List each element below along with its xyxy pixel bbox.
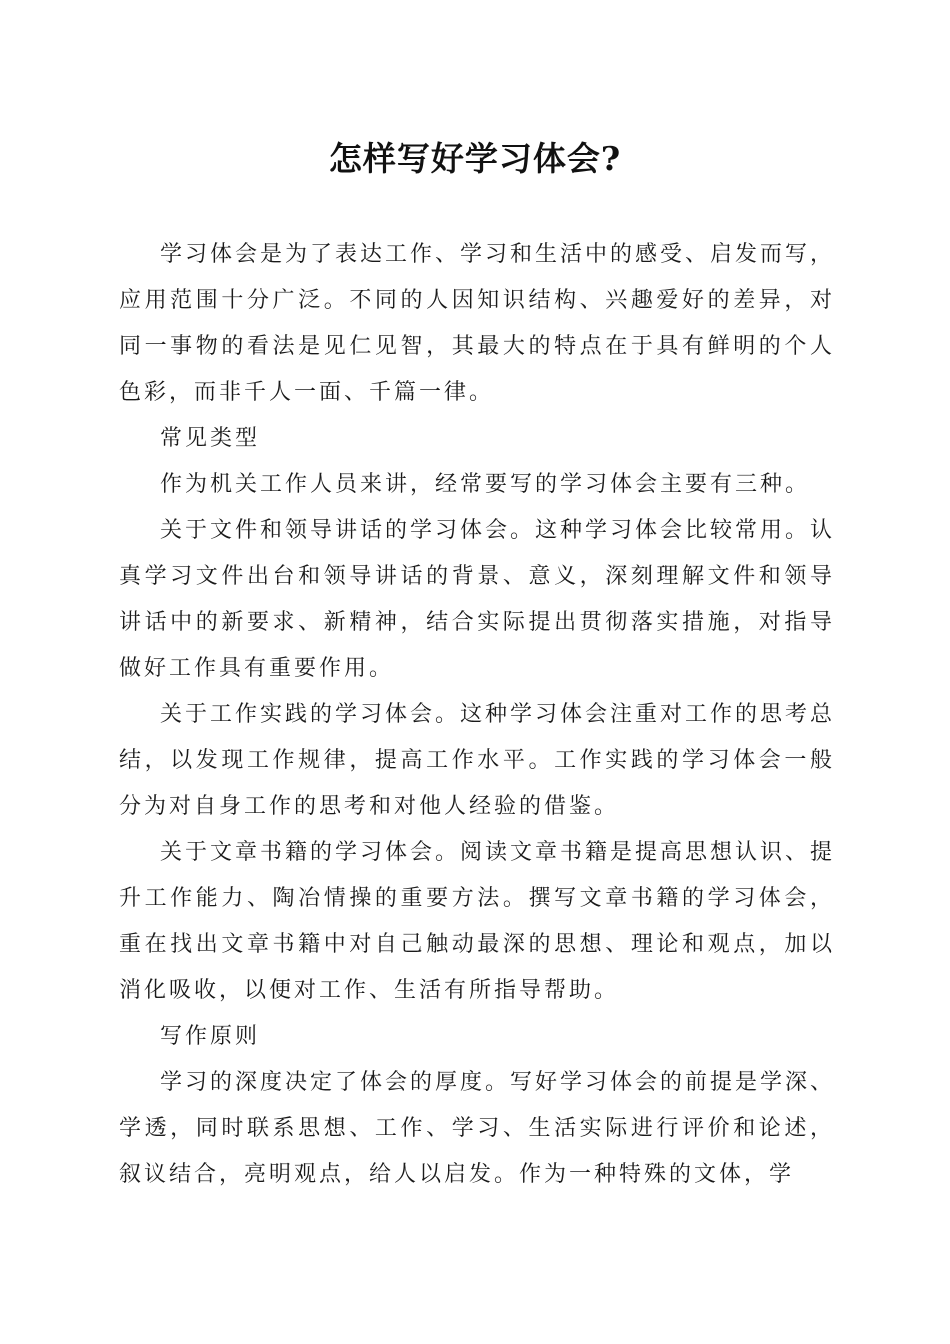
paragraph-work-practice: 关于工作实践的学习体会。这种学习体会注重对工作的思考总结，以发现工作规律，提高工作水平。工作实践的学习体会一般分为对自身工作的思考和对他人经验的借鉴。 xyxy=(119,702,836,819)
document-title: 怎样写好学习体会? xyxy=(328,139,622,178)
section-heading-writing-principles: 写作原则 xyxy=(160,1024,261,1049)
paragraph-depth: 学习的深度决定了体会的厚度。写好学习体会的前提是学深、学透，同时联系思想、工作、学习、生活实际进行评价和论述，叙议结合，亮明观点，给人以启发。作为一种特殊的文体，学 xyxy=(119,1070,836,1187)
paragraph-three-types: 作为机关工作人员来讲，经常要写的学习体会主要有三种。 xyxy=(160,472,811,497)
paragraph-articles-books: 关于文章书籍的学习体会。阅读文章书籍是提高思想认识、提升工作能力、陶冶情操的重要方法。撰写文章书籍的学习体会，重在找出文章书籍中对自己触动最深的思想、理论和观点，加以消化吸收，以便对工作、生活有所指导帮助。 xyxy=(119,840,836,1003)
paragraph-intro: 学习体会是为了表达工作、学习和生活中的感受、启发而写，应用范围十分广泛。不同的人因知识结构、兴趣爱好的差异，对同一事物的看法是见仁见智，其最大的特点在于具有鲜明的个人色彩，而非千人一面、千篇一律。 xyxy=(119,242,836,405)
section-heading-common-types: 常见类型 xyxy=(160,426,261,451)
document-body xyxy=(119,232,835,1198)
paragraph-documents-speeches: 关于文件和领导讲话的学习体会。这种学习体会比较常用。认真学习文件出台和领导讲话的背景、意义，深刻理解文件和领导讲话中的新要求、新精神，结合实际提出贯彻落实措施，对指导做好工作具有重要作用。 xyxy=(119,518,836,681)
